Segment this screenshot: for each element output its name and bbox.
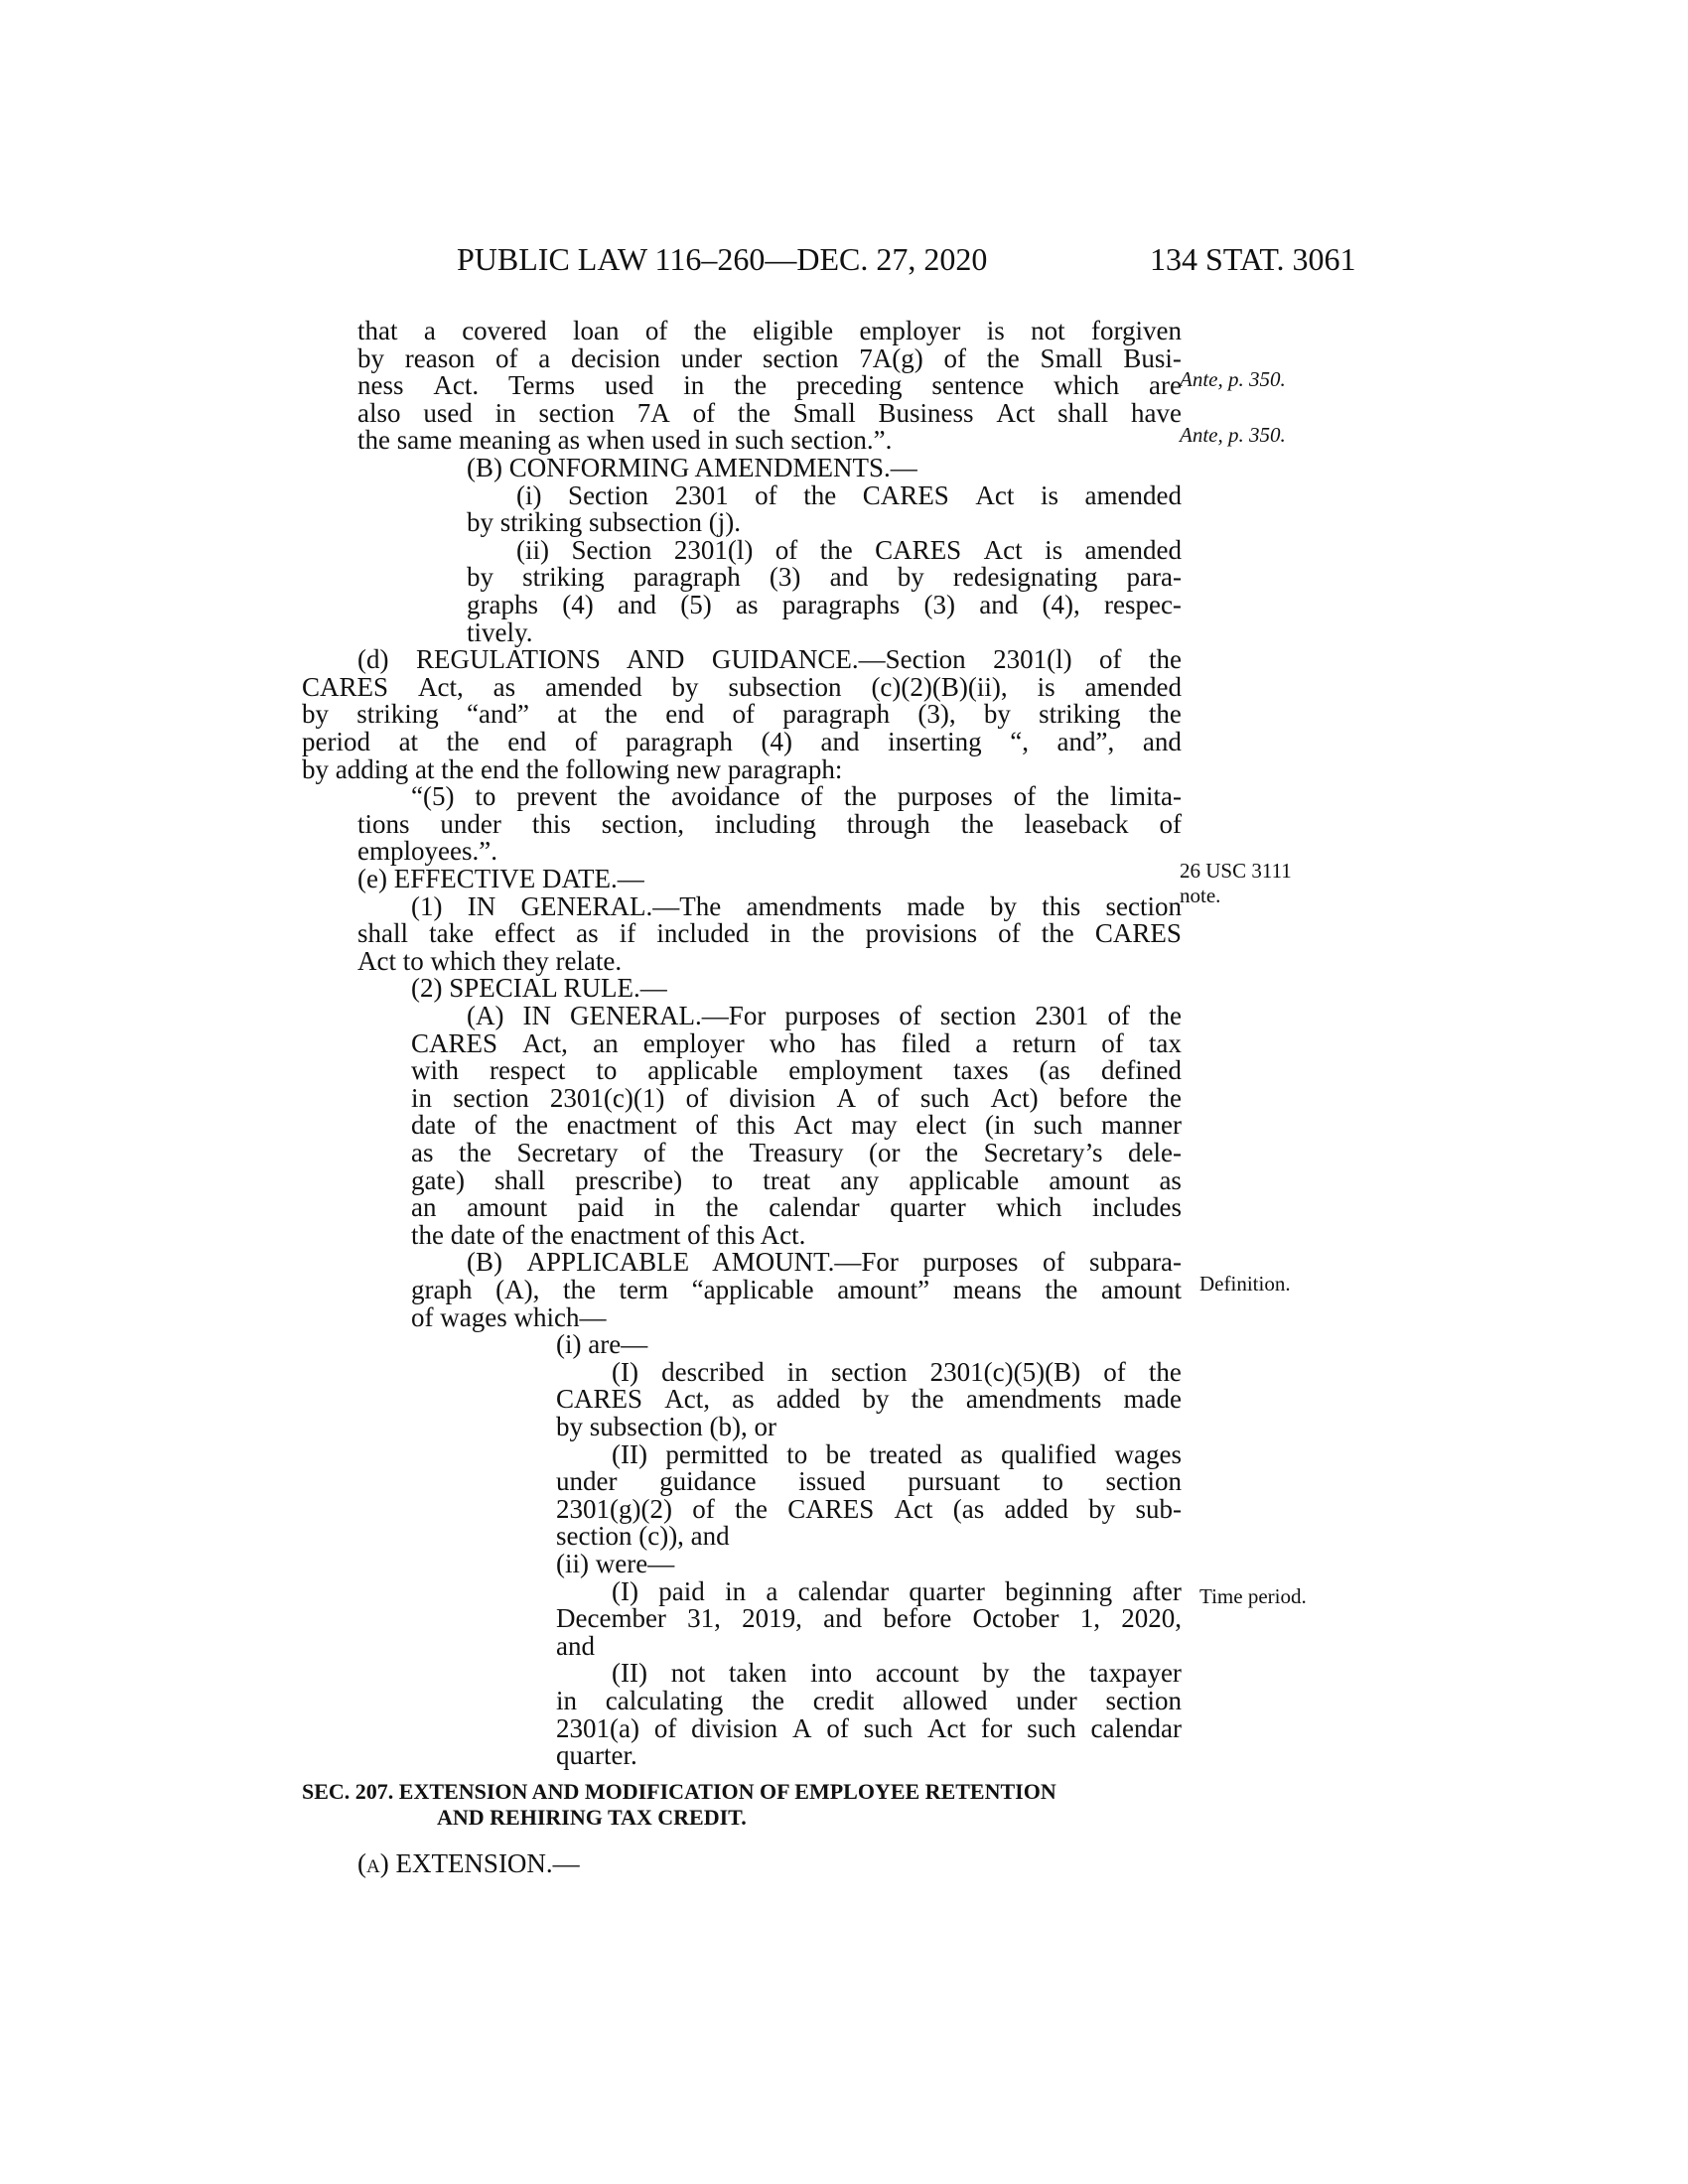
body-line-text: (II) permitted to be treated as qualified wages: [612, 1438, 1182, 1469]
body-line-text: by striking paragraph (3) and by redesignating para-: [467, 562, 1182, 593]
body-line: [411, 1082, 1182, 1113]
body-line-text: employees.”.: [357, 836, 497, 867]
body-line-text: of wages which—: [411, 1301, 607, 1332]
margin-note-time-period: Time period.: [1199, 1584, 1307, 1608]
body-line-text: (II) not taken into account by the taxpayer: [612, 1658, 1182, 1689]
body-line-text: by striking subsection (j).: [467, 507, 741, 538]
body-line: [411, 1057, 1182, 1085]
body-line: [612, 1438, 1182, 1469]
body-line-text: under guidance issued pursuant to section: [556, 1466, 1182, 1497]
body-line-text: (I) paid in a calendar quarter beginning after: [612, 1575, 1182, 1606]
running-title: PUBLIC LAW 116–260—DEC. 27, 2020: [457, 241, 988, 277]
body-line-text: (2) SPECIAL RULE.—: [411, 973, 667, 1004]
body-line-text: by striking “and” at the end of paragraph (3), by striking the: [302, 699, 1182, 730]
body-line-text: CARES Act, as amended by subsection (c)(2)(B)(ii), is amended: [302, 671, 1182, 702]
body-line: [357, 838, 1182, 866]
body-line-text: graph (A), the term “applicable amount” means the amount: [411, 1275, 1182, 1304]
body-line: [302, 729, 1182, 756]
body-line: [357, 808, 1182, 839]
margin-note-definition: Definition.: [1199, 1272, 1291, 1296]
body-line: [467, 1249, 1182, 1277]
body-line: [556, 1468, 1182, 1496]
body-line-text: (1) IN GENERAL.—The amendments made by this section: [411, 890, 1183, 921]
statute-page-number: 134 STAT. 3061: [1150, 241, 1356, 277]
body-line-text: that a covered loan of the eligible employer is not forgiven: [357, 316, 1182, 345]
body-line-text: section (c)), and: [556, 1521, 730, 1552]
margin-note-usc-note: note.: [1180, 884, 1221, 907]
body-line-text: shall take effect as if included in the provisions of the CARES: [357, 918, 1182, 949]
body-line: [556, 1712, 1182, 1743]
body-line-text: (B) CONFORMING AMENDMENTS.—: [467, 453, 917, 482]
body-line-text: CARES Act, as added by the amendments made: [556, 1384, 1182, 1415]
body-line-text: December 31, 2019, and before October 1, 2020,: [556, 1603, 1182, 1634]
body-line: [411, 1027, 1182, 1058]
body-line: [302, 701, 1182, 729]
margin-note-usc: 26 USC 3111: [1180, 859, 1292, 883]
body-line-text: by reason of a decision under section 7A(g) of the Small Busi-: [357, 342, 1182, 373]
body-line: [411, 1194, 1182, 1222]
body-line-text: as the Secretary of the Treasury (or the Secretary’s dele-: [411, 1138, 1182, 1167]
body-line-text: with respect to applicable employment taxes (as defined: [411, 1055, 1182, 1086]
body-line: [556, 1605, 1182, 1633]
body-line-text: and: [556, 1630, 595, 1661]
body-line-text: period at the end of paragraph (4) and inserting “, and”, and: [302, 727, 1182, 756]
body-line: [556, 1331, 1182, 1359]
body-line-text: 2301(a) of division A of such Act for such calendar: [556, 1712, 1182, 1743]
body-line: [467, 564, 1182, 592]
body-line: [411, 1112, 1182, 1140]
body-line: [357, 427, 1182, 455]
body-line-text: also used in section 7A of the Small Business Act shall have: [357, 397, 1182, 428]
section-207-heading: [302, 1779, 1056, 1805]
body-line-text: (e) EFFECTIVE DATE.—: [357, 864, 644, 893]
body-line: [357, 372, 1182, 400]
body-line: [467, 1003, 1182, 1030]
body-line: [612, 1356, 1182, 1387]
body-line: [556, 1414, 1182, 1441]
body-line: [467, 509, 1182, 537]
body-line-text: CARES Act, an employer who has filed a return of tax: [411, 1027, 1182, 1058]
body-line: [357, 397, 1182, 428]
body-line: [467, 455, 1182, 482]
body-line: [357, 945, 1182, 976]
body-line-text: (i) are—: [556, 1329, 648, 1360]
body-line-text: (B) APPLICABLE AMOUNT.—For purposes of subpara-: [467, 1247, 1182, 1278]
margin-note-ante-2: Ante, p. 350.: [1180, 423, 1286, 447]
body-line-text: (ii) Section 2301(l) of the CARES Act is amended: [516, 534, 1182, 565]
body-line: [556, 1523, 1182, 1551]
body-line-text: ness Act. Terms used in the preceding sentence which are: [357, 370, 1182, 401]
body-line: [556, 1493, 1182, 1524]
body-line-text: (ii) were—: [556, 1549, 675, 1578]
body-line-text: quarter.: [556, 1740, 637, 1771]
body-line: [411, 783, 1182, 811]
body-line: [302, 753, 1182, 784]
body-line-text: tively.: [467, 616, 533, 647]
body-line-text: graphs (4) and (5) as paragraphs (3) and (4), respec-: [467, 590, 1182, 619]
body-line-text: (i) Section 2301 of the CARES Act is amended: [516, 479, 1182, 510]
body-line: [612, 1660, 1182, 1688]
body-line: [411, 1277, 1182, 1304]
body-line: [556, 1386, 1182, 1414]
body-line: [357, 342, 1182, 373]
margin-note-ante-1: Ante, p. 350.: [1180, 367, 1286, 391]
body-line-text: an amount paid in the calendar quarter which includes: [411, 1192, 1182, 1223]
body-line: [411, 975, 1182, 1003]
body-line-text: tions under this section, including through the leaseback of: [357, 808, 1182, 839]
body-line: [411, 1164, 1182, 1195]
body-line-text: Act to which they relate.: [357, 945, 623, 976]
body-line-text: (I) described in section 2301(c)(5)(B) of the: [612, 1356, 1182, 1387]
body-line-text: in calculating the credit allowed under section: [556, 1686, 1182, 1715]
body-line: [556, 1742, 1182, 1770]
body-line: [612, 1575, 1182, 1606]
body-line: [357, 866, 1182, 893]
subsection-a-extension: (a) EXTENSION.—: [357, 1848, 580, 1878]
body-line: [516, 534, 1182, 565]
body-line-text: date of the enactment of this Act may elect (in such manner: [411, 1110, 1182, 1141]
body-line: [411, 890, 1183, 921]
body-line: [556, 1630, 1182, 1661]
body-line-text: (d) REGULATIONS AND GUIDANCE.—Section 2301(l) of the: [357, 644, 1182, 675]
body-line: [556, 1551, 1182, 1578]
body-line: [357, 646, 1182, 674]
section-207-heading-cont: [437, 1805, 747, 1831]
body-line: [357, 318, 1182, 345]
body-line: [411, 1301, 1182, 1332]
page-header: [0, 241, 1688, 285]
body-line-text: in section 2301(c)(1) of division A of such Act) before the: [411, 1082, 1182, 1113]
body-line: [556, 1688, 1182, 1715]
body-line: [467, 592, 1182, 619]
body-line-text: 2301(g)(2) of the CARES Act (as added by sub-: [556, 1493, 1182, 1524]
section-heading-line-1: SEC. 207. EXTENSION AND MODIFICATION OF EMPLOYEE RETENTION: [302, 1779, 1056, 1804]
body-line-text: gate) shall prescribe) to treat any applicable amount as: [411, 1164, 1182, 1195]
body-line: [411, 1219, 1182, 1250]
body-line-text: (A) IN GENERAL.—For purposes of section 2301 of the: [467, 1001, 1182, 1030]
body-line-text: by subsection (b), or: [556, 1412, 776, 1441]
body-line-text: “(5) to prevent the avoidance of the purposes of the limita-: [411, 781, 1182, 812]
body-line-text: by adding at the end the following new paragraph:: [302, 753, 843, 784]
body-line: [302, 671, 1182, 702]
body-line: [467, 616, 1182, 647]
body-line-text: the date of the enactment of this Act.: [411, 1219, 806, 1250]
section-heading-line-2: AND REHIRING TAX CREDIT.: [437, 1805, 747, 1830]
body-line: [411, 1140, 1182, 1167]
body-line-text: the same meaning as when used in such section.”.: [357, 425, 893, 456]
body-line: [516, 479, 1182, 510]
body-line: [357, 920, 1182, 948]
